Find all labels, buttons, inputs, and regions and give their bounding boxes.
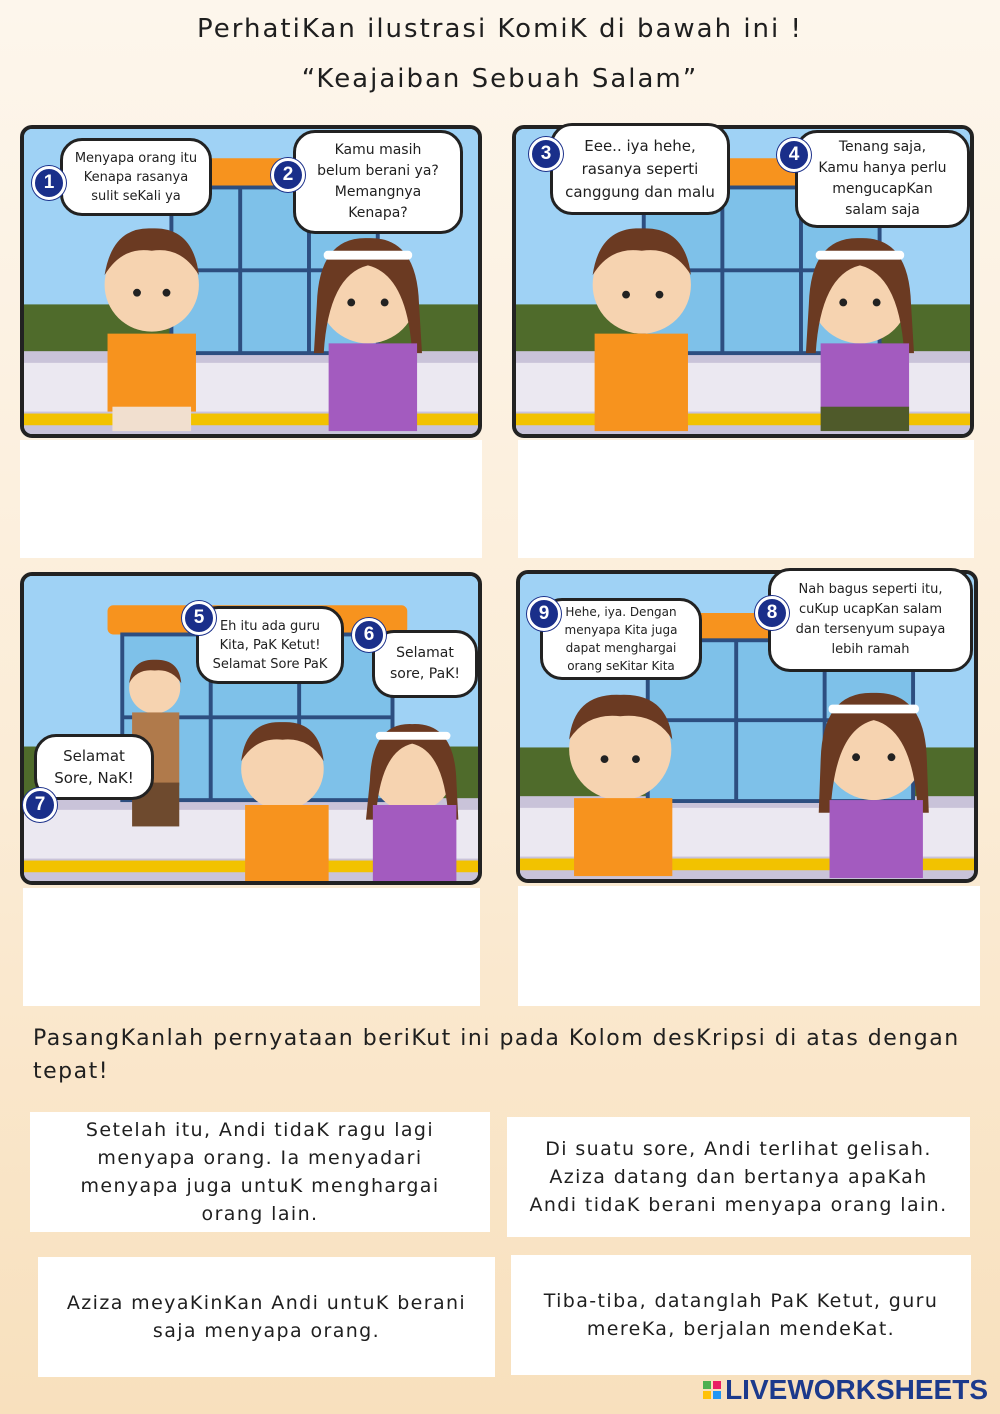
description-box-1[interactable]: [20, 440, 482, 558]
number-badge-9: 9: [527, 597, 561, 631]
bubble-4-line: mengucapKan: [832, 181, 933, 197]
number-badge-6: 6: [352, 618, 386, 652]
bubble-4-line: salam saja: [845, 202, 920, 218]
speech-bubble-5: [196, 606, 344, 684]
logo-mark-icon: [703, 1381, 721, 1399]
speech-bubble-9: [540, 598, 702, 680]
speech-bubble-8: [768, 568, 973, 672]
speech-bubble-3: [550, 123, 730, 215]
statement-text: Aziza meyaKinKan Andi untuK berani saja menyapa orang.: [66, 1292, 467, 1342]
bubble-4-line: Kamu hanya perlu: [818, 160, 947, 176]
bubble-8-line: cuKup ucapKan salam: [798, 602, 943, 617]
bubble-6-line: sore, PaK!: [389, 666, 460, 682]
bubble-9-line: dapat menghargai: [565, 641, 677, 655]
statement-card-3[interactable]: [38, 1257, 495, 1377]
number-badge-8: 8: [755, 596, 789, 630]
bubble-8-line: dan tersenyum supaya: [795, 622, 946, 637]
statement-card-1[interactable]: [30, 1112, 490, 1232]
description-box-3[interactable]: [23, 888, 480, 1006]
logo-text: LIVEWORKSHEETS: [725, 1374, 988, 1405]
speech-bubble-4: [795, 130, 970, 228]
statement-card-2[interactable]: [507, 1117, 970, 1237]
bubble-6-line: Selamat: [396, 645, 454, 661]
bubble-9-line: Hehe, iya. Dengan: [565, 605, 677, 619]
bubble-8-line: lebih ramah: [831, 642, 910, 657]
bubble-2-line: Memangnya: [334, 184, 422, 200]
description-box-4[interactable]: [518, 886, 980, 1006]
number-badge-2: 2: [271, 158, 305, 192]
bubble-2-line: Kenapa?: [348, 205, 408, 221]
speech-bubble-6: [372, 630, 478, 698]
bubble-5-line: Eh itu ada guru: [219, 618, 321, 634]
page-title: PerhatiKan ilustrasi KomiK di bawah ini !: [197, 14, 803, 44]
number-badge-4: 4: [777, 138, 811, 172]
instruction-text: PasangKanlah pernyataan beriKut ini pada Kolom desKripsi di atas dengan tepat!: [33, 1026, 960, 1084]
statement-text: Tiba-tiba, datanglah PaK Ketut, guru mereKa, berjalan mendeKat.: [543, 1290, 939, 1340]
number-badge-1: 1: [32, 166, 66, 200]
speech-bubble-1: [60, 138, 212, 216]
bubble-8-line: Nah bagus seperti itu,: [798, 582, 943, 597]
bubble-2-line: belum berani ya?: [317, 163, 439, 179]
bubble-3-line: Eee.. iya hehe,: [584, 136, 696, 155]
speech-bubble-7: [34, 734, 154, 800]
number-badge-3: 3: [529, 137, 563, 171]
bubble-3-line: rasanya seperti: [581, 159, 699, 178]
bubble-1-line: Kenapa rasanya: [83, 169, 189, 185]
statement-text: Setelah itu, Andi tidaK ragu lagi menyapa orang. Ia menyadari menyapa juga untuK menghargai orang lain.: [80, 1119, 440, 1225]
bubble-9-line: orang seKitar Kita: [567, 659, 675, 673]
bubble-4-line: Tenang saja,: [838, 139, 927, 155]
liveworksheets-logo: [703, 1374, 988, 1406]
statement-text: Di suatu sore, Andi terlihat gelisah. Aziza datang dan bertanya apaKah Andi tidaK berani menyapa orang lain.: [529, 1138, 948, 1216]
bubble-7-line: Selamat: [63, 747, 125, 765]
description-box-2[interactable]: [518, 440, 974, 558]
bubble-5-line: Kita, PaK Ketut!: [219, 637, 321, 653]
bubble-5-line: Selamat Sore PaK: [212, 656, 328, 672]
number-badge-5: 5: [182, 601, 216, 635]
bubble-2-line: Kamu masih: [334, 142, 422, 158]
bubble-1-line: Menyapa orang itu: [74, 150, 198, 166]
bubble-3-line: canggung dan malu: [565, 182, 715, 201]
comic-title: “Keajaiban Sebuah Salam”: [301, 64, 699, 94]
speech-bubble-2: [293, 130, 463, 234]
bubble-9-line: menyapa Kita juga: [564, 623, 678, 637]
bubble-7-line: Sore, NaK!: [54, 769, 134, 787]
number-badge-7: 7: [23, 788, 57, 822]
bubble-1-line: sulit seKali ya: [91, 188, 181, 204]
statement-card-4[interactable]: [511, 1255, 971, 1375]
